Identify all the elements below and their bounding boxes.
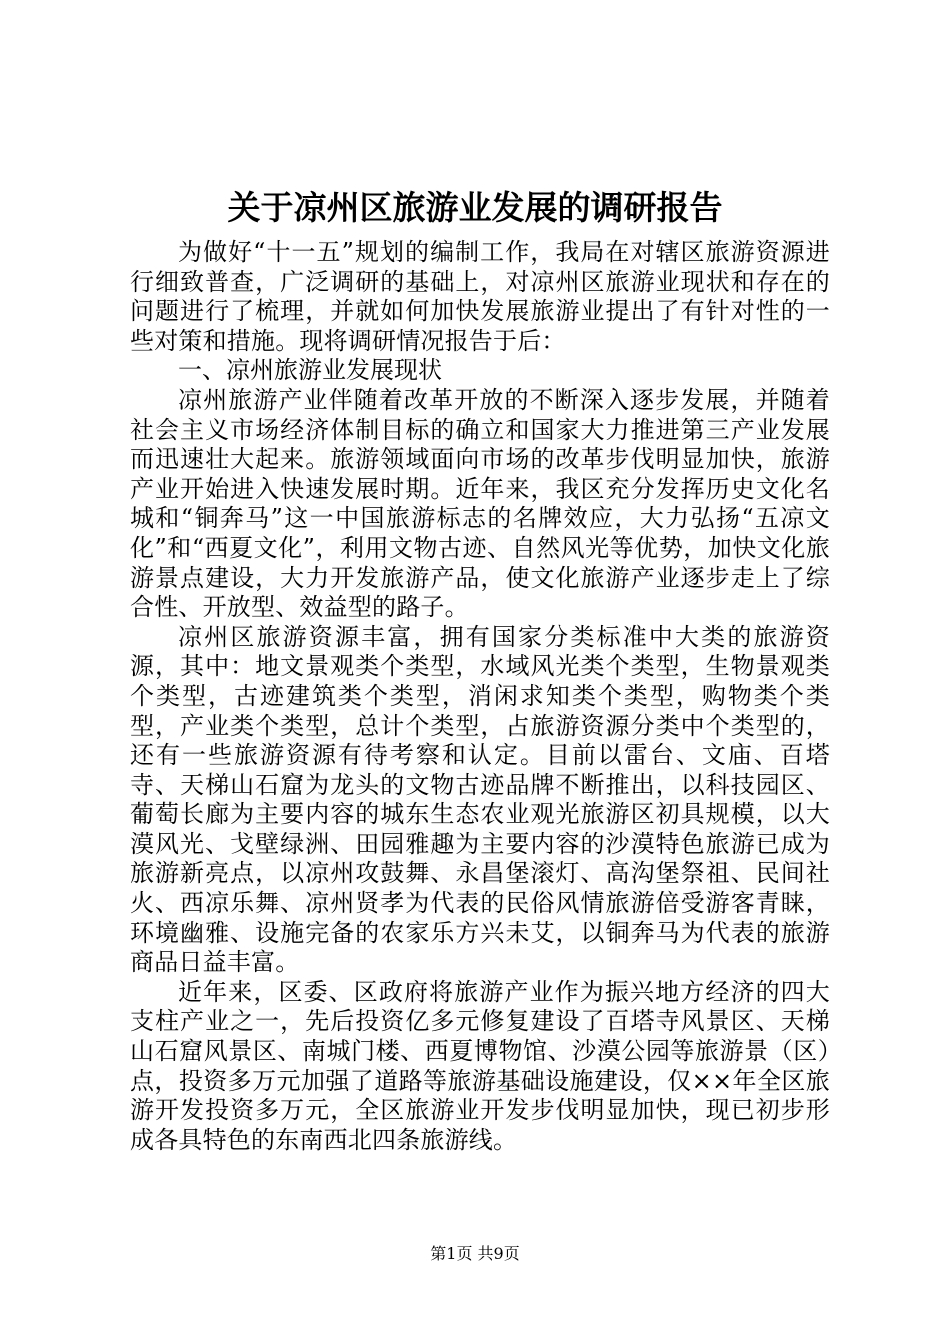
paragraph-tourism-resources: 凉州区旅游资源丰富，拥有国家分类标准中大类的旅游资源，其中：地文景观类个类型，水域风光类个类型，生物景观类个类型，古迹建筑类个类型，消闲求知类个类型，购物类个类型，产业类个类型，总计个类型，占旅游资源分类中个类型的，还有一些旅游资源有待考察和认定。目前以雷台、文庙、百塔寺、天梯山石窟为龙头的文物古迹品牌不断推出，以科技园区、葡萄长廊为主要内容的城东生态农业观光旅游区初具规模，以大漠风光、戈壁绿洲、田园雅趣为主要内容的沙漠特色旅游已成为旅游新亮点，以凉州攻鼓舞、永昌堡滚灯、高沟堡祭祖、民间社火、西凉乐舞、凉州贤孝为代表的民俗风情旅游倍受游客青睐，环境幽雅、设施完备的农家乐方兴未艾，以铜奔马为代表的旅游商品日益丰富。 <box>130 622 830 977</box>
document-title: 关于凉州区旅游业发展的调研报告 <box>227 188 723 227</box>
paragraph-investment: 近年来，区委、区政府将旅游产业作为振兴地方经济的四大支柱产业之一，先后投资亿多元修复建设了百塔寺风景区、天梯山石窟风景区、南城门楼、西夏博物馆、沙漠公园等旅游景（区）点，投资多万元加强了道路等旅游基础设施建设，仅××年全区旅游开发投资多万元，全区旅游业开发步伐明显加快，现已初步形成各具特色的东南西北四条旅游线。 <box>130 977 830 1154</box>
section-heading-1: 一、凉州旅游业发展现状 <box>178 356 442 385</box>
intro-paragraph: 为做好“十一五”规划的编制工作，我局在对辖区旅游资源进行细致普查，广泛调研的基础上，对凉州区旅游业现状和存在的问题进行了梳理，并就如何加快发展旅游业提出了有针对性的一些对策和措施。现将调研情况报告于后： <box>130 238 830 355</box>
page-footer: 第1页 共9页 <box>430 1244 520 1263</box>
paragraph-development-overview: 凉州旅游产业伴随着改革开放的不断深入逐步发展，并随着社会主义市场经济体制目标的确立和国家大力推进第三产业发展而迅速壮大起来。旅游领域面向市场的改革步伐明显加快，旅游产业开始进入快速发展时期。近年来，我区充分发挥历史文化名城和“铜奔马”这一中国旅游标志的名牌效应，大力弘扬“五凉文化”和“西夏文化”，利用文物古迹、自然风光等优势，加快文化旅游景点建设，大力开发旅游产品，使文化旅游产业逐步走上了综合性、开放型、效益型的路子。 <box>130 385 830 622</box>
document-body <box>130 238 830 1155</box>
